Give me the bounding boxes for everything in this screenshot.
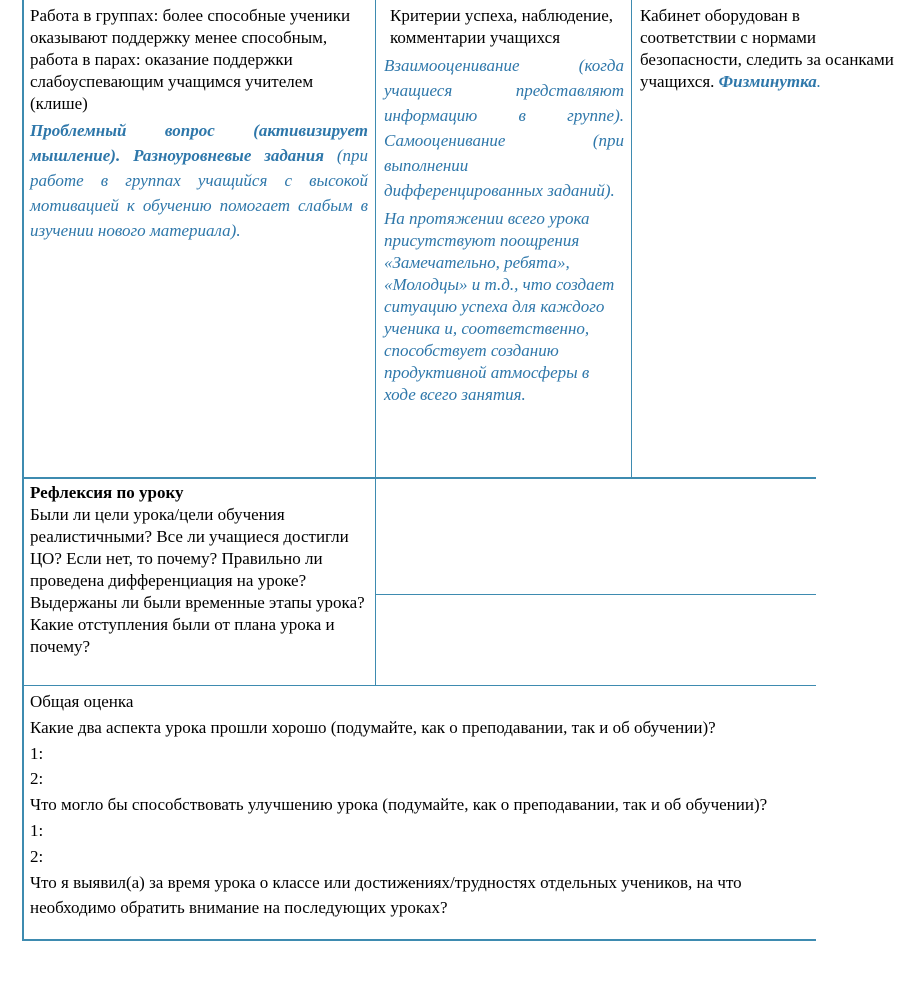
health-safety-text: Кабинет оборудован в соответствии с нормами безопасности, следить за осанками учащихся. Физминутка. [640,6,894,91]
assessment-italic-1: Взаимооценивание (когда учащиеся представляют информацию в группе). Самооценивание (при выполнении дифференцированных заданий). [384,56,624,200]
reflection-title: Рефлексия по уроку [30,483,184,502]
reflection-questions: Были ли цели урока/цели обучения реалистичными? Все ли учащиеся достигли ЦО? Если нет, то почему? Правильно ли проведена дифференциация на уроке? Выдержаны ли были временные этапы урока? Какие отступления были от плана урока и почему? [30,505,365,656]
cell-assessment [384,5,624,406]
summary-q1: Какие два аспекта урока прошли хорошо (подумайте, как о преподавании, так и об обучении)? [30,717,716,737]
assessment-heading: Критерии успеха, наблюдение, комментарии учащихся [390,6,614,47]
assessment-italic-2: На протяжении всего урока присутствуют поощрения «Замечательно, ребята», «Молодцы» и т.д., что создает ситуацию успеха для каждого ученика и, соответственно, способствует созданию продуктивной атмосферы в ходе всего занятия. [384,209,615,404]
problem-question-text: Проблемный вопрос (активизирует мышление). Разноуровневые задания [30,121,368,165]
summary-q2-answer-1: 1: [30,820,44,840]
table-divider-col1 [375,0,376,686]
physical-break-text: Физминутка [718,72,817,91]
table-divider-col2 [631,0,632,477]
summary-title: Общая оценка [30,692,134,711]
table-divider-row1 [22,477,816,479]
differentiation-italic [30,118,368,243]
cell-summary [30,689,830,921]
table-border-bottom [22,939,816,941]
cell-reflection [30,482,370,658]
summary-q3: Что я выявил(а) за время урока о классе или достижениях/трудностях отдельных учеников, на что необходимо обратить внимание на последующих уроках? [30,872,742,918]
summary-q1-answer-1: 1: [30,743,44,763]
group-work-text: (при работе в группах учащийся с высокой мотивацией к обучению помогает слабым в изучении нового материала). [30,146,368,240]
cell-differentiation [30,5,368,243]
health-safety-plain: Кабинет оборудован в соответствии с нормами безопасности, следить за осанками учащихся. [640,6,894,91]
summary-q2: Что могло бы способствовать улучшению урока (подумайте, как о преподавании, так и об обучении)? [30,795,768,815]
table-border-left [22,0,24,940]
differentiation-text: Работа в группах: более способные ученики оказывают поддержку менее способным, работа в парах: оказание поддержки слабоуспевающим учащимся учителем (клише) [30,6,351,113]
summary-q2-answer-2: 2: [30,846,44,866]
table-divider-reflection-inner [375,594,816,595]
cell-health-safety [640,5,900,93]
summary-q1-answer-2: 2: [30,769,44,789]
table-divider-row2 [22,685,816,686]
